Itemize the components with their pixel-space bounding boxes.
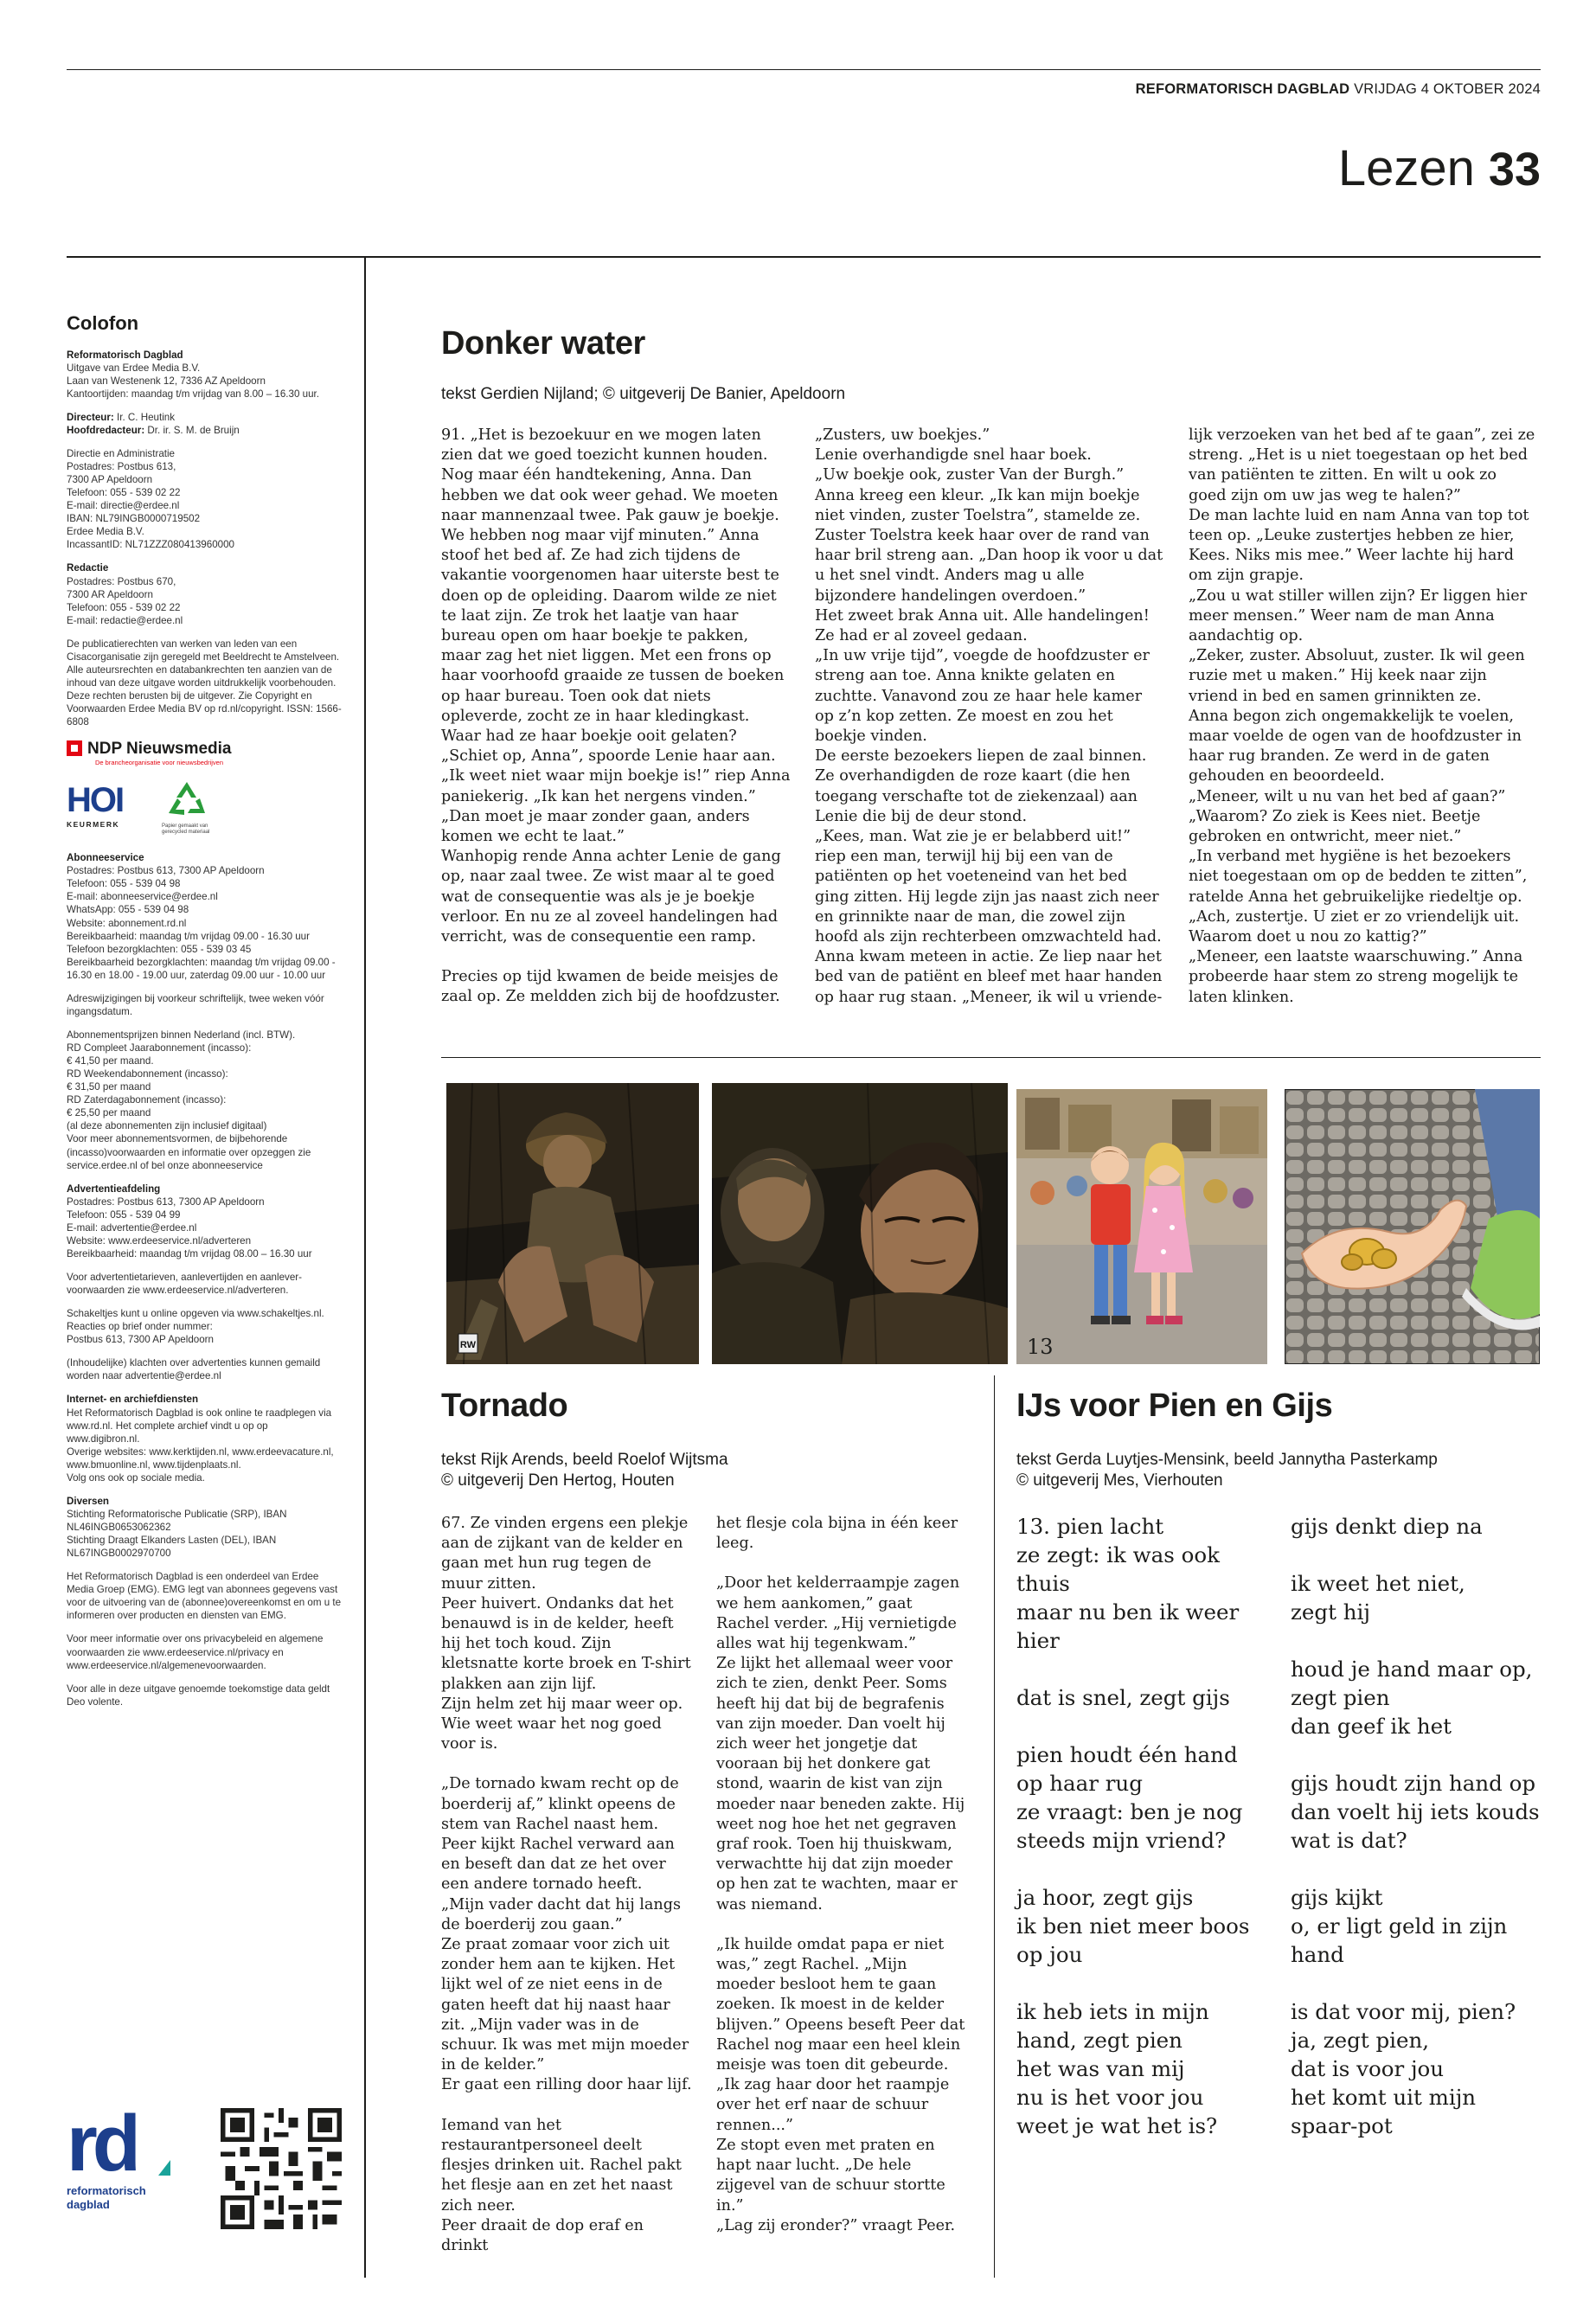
tornado-credit-line2: © uitgeverij Den Hertog, Houten: [441, 1471, 675, 1490]
poem-line: het was van mij: [1016, 2056, 1185, 2081]
ijs-panel-1: [1016, 1089, 1267, 1364]
poem-line: ik weet het niet,: [1291, 1571, 1465, 1596]
paragraph: Ze praat zomaar voor zich uit zonder hem aan te kijken. Het lijkt wel of ze niet eens in de gaten heeft dat hij naast haar zit. „Mijn vader was in de schuur. Ik was met mijn moeder in de kelder.”: [441, 1936, 689, 2074]
ndp-logo: [67, 739, 342, 768]
paragraph: „Uw boekje ook, zuster Van der Burgh.”: [815, 466, 1125, 484]
ijs-poem-column-1: [1016, 1512, 1276, 2169]
paragraph: Er gaat een rilling door haar lijf.: [441, 2076, 692, 2094]
abonnee-block: [67, 851, 342, 982]
keurmerk-label: KEURMERK: [67, 820, 120, 830]
poem-line: ik ben niet meer boos: [1016, 1913, 1250, 1939]
paragraph: Zijn helm zet hij maar weer op. Wie weet waar het nog goed voor is.: [441, 1695, 683, 1753]
paragraph: De man lachte luid en nam Anna van top tot teen op. „Leuke zustertjes hebben ze hier, Kees. Niks mis mee.” Weer lachte hij hard om zijn grapje.: [1189, 506, 1529, 585]
page-number: 33: [1488, 144, 1541, 195]
schakel-line: Schakeltjes kunt u online opgeven via www.schakeltjes.nl.: [67, 1308, 324, 1320]
poem-line: ze zegt: ik was ook: [1016, 1542, 1220, 1567]
internet-line: Overige websites: www.kerktijden.nl, www.erdeevacature.nl, www.bmuonline.nl, www.tijdenplaats.nl.: [67, 1445, 334, 1471]
ijs-credit-line2: © uitgeverij Mes, Vierhouten: [1016, 1471, 1223, 1490]
tornado-column-2: [716, 1514, 967, 2236]
klachten-text: (Inhoudelijke) klachten over advertenties kunnen gemaild worden naar advertentie@erdee.nl: [67, 1357, 321, 1382]
poem-line: hand: [1291, 1942, 1344, 1967]
stanza: [1016, 1883, 1276, 1969]
donker-water-column-2: [815, 426, 1165, 1008]
poem-line: pien houdt één hand: [1016, 1742, 1238, 1767]
paragraph: „Schiet op, Anna”, spoorde Lenie haar aan. „Ik weet niet waar mijn boekje is!” riep Anna paniekerig. „Ik kan het nergens vinden.”: [441, 747, 791, 805]
poem-line: zegt pien: [1291, 1685, 1390, 1710]
poem-line: op jou: [1016, 1942, 1083, 1967]
publisher-name: Reformatorisch Dagblad: [67, 349, 183, 361]
paragraph: Peer draait de dop eraf en drinkt: [441, 2216, 644, 2254]
hoi-keurmerk-logo: [67, 780, 146, 837]
admin-line: IncassantID: NL71ZZZ080413960000: [67, 539, 234, 551]
tarieven-text: Voor advertentietarieven, aanlevertijden en aanlever-voorwaarden zie www.erdeeservice.nl/adverteren.: [67, 1272, 302, 1297]
paragraph: „In verband met hygiëne is het bezoekers niet toegestaan om op de bedden te zitten”, ratelde Anna het gebruikelijke riedeltje op.: [1189, 848, 1528, 906]
internet-line: Volg ons ook op sociale media.: [67, 1471, 205, 1484]
admin-block: [67, 447, 342, 552]
rd-logo-line1: reformatorisch: [67, 2184, 146, 2197]
editor-label: Hoofdredacteur:: [67, 424, 145, 436]
prijzen-line: RD Weekendabonnement (incasso):: [67, 1068, 228, 1080]
colofon: [67, 311, 342, 1719]
redactie-line: Postadres: Postbus 670,: [67, 575, 176, 587]
advertentie-title: Advertentieafdeling: [67, 1183, 161, 1195]
prijzen-line: RD Zaterdagabonnement (incasso):: [67, 1094, 227, 1106]
poem-line: spaar-pot: [1291, 2113, 1393, 2138]
poem-line: 13. pien lacht: [1016, 1514, 1164, 1539]
paragraph-gap: [441, 1754, 692, 1774]
poem-line: nu is het voor jou: [1016, 2085, 1204, 2110]
paragraph: „Dan moet je maar zonder gaan, anders komen we echt te laat.”: [441, 807, 750, 846]
publisher-line: Kantoortijden: maandag t/m vrijdag van 8.00 – 16.30 uur.: [67, 388, 319, 400]
poem-line: op haar rug: [1016, 1771, 1143, 1796]
ndp-mark-icon: [67, 740, 82, 756]
poem-line: wat is dat?: [1291, 1828, 1407, 1853]
rd-logo-mark: rd: [67, 2099, 136, 2188]
recycle-icon: [162, 779, 212, 822]
prijzen-block: [67, 1029, 342, 1172]
abonnee-line: E-mail: abonneeservice@erdee.nl: [67, 891, 218, 903]
poem-line: hand, zegt pien: [1016, 2028, 1183, 2053]
emg-text: Het Reformatorisch Dagblad is een onderdeel van Erdee Media Groep (EMG). EMG legt van abonnees gegevens vast voor de uitvoering van de (abonnee)overeenkomst en om u te informeren over producten en diensten van EMG.: [67, 1571, 342, 1622]
paragraph: „Kees, man. Wat zie je er belabberd uit!” riep een man, terwijl hij bij een van de patiënten op het voeteneind van het bed ging zitten. Hij legde zijn jas naast zich neer en grinnikte naar de man, die zowel zijn hoofd als zijn rechterbeen omzwachteld had.: [815, 828, 1162, 946]
top-rule: [67, 69, 1541, 70]
paragraph: „Meneer, wilt u nu van het bed af gaan?”: [1189, 787, 1506, 805]
admin-line: Telefoon: 055 - 539 02 22: [67, 487, 181, 499]
rights-text: De publicatierechten van werken van leden van een Cisacorganisatie zijn geregeld met Beeldrecht te Amstelveen. Alle auteursrechten en databankrechten ten aanzien van de inhoud van deze uitgave worden uitdrukkelijk voorbehouden. Deze rechten berusten bij de uitgever. Zie Copyright en Voorwaarden Erdee Media BV op rd.nl/copyright. ISSN: 1566-6808: [67, 638, 342, 728]
privacy-text: Voor meer informatie over ons privacybeleid en algemene voorwaarden zie www.erdeeservice.nl/privacy en www.erdeeservice.nl/algemenevoorwaarden.: [67, 1633, 324, 1671]
management-block: [67, 411, 342, 437]
poem-line: is dat voor mij, pien?: [1291, 1999, 1516, 2024]
paragraph-gap: [716, 1554, 967, 1574]
diversen-block: [67, 1495, 342, 1560]
paragraph: „Door het kelderraampje zagen we hem aankomen,” gaat Rachel verder. „Hij vernietigde alles wat hij tegenkwam.”: [716, 1574, 960, 1653]
recycle-text: Papier gemaakt van gerecycled materiaal: [162, 824, 210, 836]
editor-name: Dr. ir. S. M. de Bruijn: [147, 424, 240, 436]
poem-line: dat is voor jou: [1291, 2056, 1445, 2081]
stanza: [1291, 1655, 1550, 1740]
poem-line: hier: [1016, 1628, 1060, 1653]
redactie-line: 7300 AR Apeldoorn: [67, 588, 153, 600]
director-label: Directeur:: [67, 411, 114, 423]
redactie-title: Redactie: [67, 562, 109, 574]
director-name: Ir. C. Heutink: [117, 411, 176, 423]
paragraph: „Ach, zustertje. U ziet er zo vriendelijk uit. Waarom doet u nou zo kattig?”: [1189, 907, 1520, 946]
illustrator-signature: RW: [459, 1340, 477, 1350]
internet-line: Het Reformatorisch Dagblad is ook online te raadplegen via www.rd.nl. Het complete archief vindt u op op: [67, 1407, 332, 1432]
poem-line: ik heb iets in mijn: [1016, 1999, 1209, 2024]
paragraph: „Mijn vader dacht dat hij langs de boerderij zou gaan.”: [441, 1895, 681, 1933]
paragraph: Anna kwam meteen in actie. Ze liep naar het bed van de patiënt en bleef met haar handen op haar rug staan. „Meneer, ik wil u vriende-: [815, 948, 1163, 1006]
colofon-title: Colofon: [67, 312, 139, 334]
advertentie-line: Telefoon: 055 - 539 04 99: [67, 1208, 181, 1221]
paragraph: Peer huivert. Ondanks dat het benauwd is in de kelder, heeft hij het toch koud. Zijn kletsnatte korte broek en T-shirt plakken aan zijn lijf.: [441, 1594, 691, 1693]
rd-logo: [67, 2099, 179, 2219]
deo-text: Voor alle in deze uitgave genoemde toekomstige data geldt Deo volente.: [67, 1682, 330, 1708]
abonnee-line: Postadres: Postbus 613, 7300 AP Apeldoorn: [67, 865, 265, 877]
stanza: [1016, 1740, 1276, 1855]
paragraph: Iemand van het restaurantpersoneel deelt flesjes drinken uit. Rachel pakt het flesje aan en zet het naast zich neer.: [441, 2116, 682, 2214]
ijs-title: IJs voor Pien en Gijs: [1016, 1388, 1333, 1424]
diversen-line: Stichting Draagt Elkanders Lasten (DEL), IBAN NL67INGB0002970700: [67, 1535, 277, 1560]
redactie-block: [67, 561, 342, 626]
admin-line: IBAN: NL79INGB0000719502: [67, 513, 201, 525]
paper-name: REFORMATORISCH DAGBLAD: [1135, 81, 1350, 97]
poem-line: ja hoor, zegt gijs: [1016, 1885, 1194, 1910]
stanza: [1291, 1883, 1550, 1969]
prijzen-line: € 41,50 per maand.: [67, 1055, 154, 1067]
paragraph: „Waarom? Zo ziek is Kees niet. Beetje gebroken en ontwricht, meer niet.”: [1189, 807, 1481, 846]
schakel-line: Postbus 613, 7300 AP Apeldoorn: [67, 1334, 214, 1346]
certification-logos: [67, 779, 342, 841]
abonnee-line: Telefoon: 055 - 539 04 98: [67, 878, 181, 890]
internet-line: www.digibron.nl.: [67, 1433, 140, 1445]
stanza: [1291, 1512, 1550, 1541]
column-divider: [364, 258, 366, 2278]
prijzen-line: Abonnementsprijzen binnen Nederland (incl. BTW).: [67, 1029, 296, 1041]
stanza: [1016, 1512, 1276, 1655]
admin-line: 7300 AP Apeldoorn: [67, 474, 153, 486]
admin-line: Postadres: Postbus 613,: [67, 461, 176, 473]
poem-line: o, er ligt geld in zijn: [1291, 1913, 1508, 1939]
admin-line: E-mail: directie@erdee.nl: [67, 500, 180, 512]
advertentie-line: Postadres: Postbus 613, 7300 AP Apeldoorn: [67, 1195, 265, 1208]
prijzen-line: RD Compleet Jaarabonnement (incasso):: [67, 1042, 252, 1054]
masthead-date: [1136, 81, 1541, 98]
poem-line: dan geef ik het: [1291, 1714, 1452, 1739]
ijs-poem-column-2: [1291, 1512, 1550, 2169]
abonnee-line: WhatsApp: 055 - 539 04 98: [67, 904, 189, 916]
tornado-title: Tornado: [441, 1388, 568, 1424]
paragraph-gap: [441, 2096, 692, 2116]
tornado-panel-1: [446, 1083, 699, 1364]
paragraph-gap: [716, 1915, 967, 1935]
admin-line: Directie en Administratie: [67, 447, 176, 459]
ijs-panel-2: [1285, 1089, 1540, 1364]
paragraph: „De tornado kwam recht op de boerderij af,” klinkt opeens de stem van Rachel naast hem.: [441, 1775, 679, 1833]
poem-line: thuis: [1016, 1571, 1070, 1596]
poem-line: maar nu ben ik weer: [1016, 1599, 1240, 1625]
advertentie-line: Bereikbaarheid: maandag t/m vrijdag 08.00 – 16.30 uur: [67, 1247, 312, 1259]
paragraph: Lenie overhandigde snel haar boek.: [815, 446, 1092, 465]
rd-logo-line2: dagblad: [67, 2198, 110, 2211]
paragraph: Precies op tijd kwamen de beide meisjes de zaal op. Ze meldden zich bij de hoofdzuster.: [441, 968, 780, 1006]
paragraph: „Ik huilde omdat papa er niet was,” zegt Rachel. „Mijn moeder besloot hem te gaan zoeken. Ik moest in de kelder blijven.” Opeens beseft Peer dat Rachel nog maar een heel klein meisje was toen dit gebeurde.: [716, 1935, 965, 2074]
paragraph: „In uw vrije tijd”, voegde de hoofdzuster er streng aan toe. Anna knikte gelaten en zuchtte. Vanavond zou ze haar hele kamer op z’n kop zetten. Ze moest en zou het boekje vinden.: [815, 647, 1150, 746]
publisher-line: Laan van Westenenk 12, 7336 AZ Apeldoorn: [67, 375, 266, 387]
ijs-credit-line1: tekst Gerda Luytjes-Mensink, beeld Jannytha Pasterkamp: [1016, 1451, 1438, 1469]
stanza: [1291, 1997, 1550, 2140]
paragraph-gap: [441, 947, 792, 967]
poem-line: gijs kijkt: [1291, 1885, 1383, 1910]
donker-water-credit: tekst Gerdien Nijland; © uitgeverij De Banier, Apeldoorn: [441, 385, 846, 403]
paragraph: Anna begon zich ongemakkelijk te voelen, maar voelde de ogen van de hoofdzuster in haar rug branden. Ze werd in de gaten gehouden en beoordeeld.: [1189, 707, 1522, 785]
schakel-block: [67, 1307, 342, 1346]
paragraph: Peer kijkt Rachel verward aan en beseft dan dat ze het over een andere tornado heeft.: [441, 1836, 675, 1894]
paragraph: Ze stopt even met praten en hapt naar lucht. „De hele zijgevel van de schuur stortte in.”: [716, 2136, 945, 2214]
paragraph: „Zou u wat stiller willen zijn? Er liggen hier meer mensen.” Weer nam de man Anna aandachtig op.: [1189, 586, 1528, 645]
poem-line: gijs houdt zijn hand op: [1291, 1771, 1536, 1796]
abonnee-line: Telefoon bezorgklachten: 055 - 539 03 45: [67, 943, 252, 955]
publisher-line: Uitgave van Erdee Media B.V.: [67, 362, 201, 374]
internet-title: Internet- en archiefdiensten: [67, 1394, 199, 1406]
tornado-credit: [441, 1450, 728, 1491]
paragraph: het flesje cola bijna in één keer leeg.: [716, 1515, 958, 1553]
internet-block: [67, 1393, 342, 1484]
paragraph: Anna kreeg een kleur. „Ik kan mijn boekje niet vinden, zuster Toelstra”, stamelde ze. Zuster Toelstra keek haar over de rand van haar bril streng aan. „Dan hoop ik voor u dat u het snel vindt. Anders mag u alle bijzondere handelingen overdoen.”: [815, 486, 1163, 605]
advertentie-block: [67, 1183, 342, 1260]
advertentie-line: E-mail: advertentie@erdee.nl: [67, 1221, 197, 1234]
paragraph: „Meneer, een laatste waarschuwing.” Anna probeerde haar stem zo streng mogelijk te laten klinken.: [1189, 948, 1523, 1006]
admin-line: Erdee Media B.V.: [67, 526, 144, 538]
donker-water-column-3: [1189, 426, 1539, 1008]
diversen-title: Diversen: [67, 1495, 109, 1507]
advertentie-line: Website: www.erdeeservice.nl/adverteren: [67, 1234, 252, 1247]
qr-code[interactable]: [221, 2108, 342, 2229]
story-divider: [994, 1375, 995, 2278]
issue-date: VRIJDAG 4 OKTOBER 2024: [1354, 81, 1541, 97]
tornado-column-1: [441, 1514, 692, 2256]
adres-text: Adreswijzigingen bij voorkeur schriftelijk, twee weken vóór ingangsdatum.: [67, 992, 324, 1017]
poem-line: ja, zegt pien,: [1291, 2028, 1430, 2053]
poem-line: dan voelt hij iets kouds: [1291, 1799, 1540, 1824]
prijzen-line: € 25,50 per maand: [67, 1107, 151, 1119]
section-heading: [1337, 140, 1541, 196]
paragraph: „Zeker, zuster. Absoluut, zuster. Ik wil geen ruzie met u maken.” Hij keek naar zijn vriend in bed en samen grinnikten ze.: [1189, 647, 1525, 705]
paragraph: lijk verzoeken van het bed af te gaan”, zei ze streng. „Het is u niet toegestaan op het bed van patiënten te zitten. En wilt u ook zo goed zijn om uw jas weg te halen?”: [1189, 426, 1535, 504]
poem-line: gijs denkt diep na: [1291, 1514, 1483, 1539]
poem-line: ze vraagt: ben je nog: [1016, 1799, 1243, 1824]
tornado-credit-line1: tekst Rijk Arends, beeld Roelof Wijtsma: [441, 1451, 728, 1469]
prijzen-line: Voor meer abonnementsvormen, de bijbehorende (incasso)voorwaarden en informatie over opzeggen zie service.erdee.nl of bel onze abonneeservice: [67, 1133, 311, 1171]
hoi-mark: HOI: [67, 781, 124, 820]
header-rule: [67, 256, 1541, 258]
poem-line: steeds mijn vriend?: [1016, 1828, 1227, 1853]
poem-line: het komt uit mijn: [1291, 2085, 1477, 2110]
paragraph: Wanhopig rende Anna achter Lenie de gang op, naar zaal twee. Ze wist maar al te goed wat de consequentie was als je je boekje verloor. En nu ze al zoveel handelingen had verricht, was de consequentie een ramp.: [441, 848, 781, 946]
stanza: [1016, 1997, 1276, 2140]
ijs-credit: [1016, 1450, 1438, 1491]
publisher-block: [67, 349, 342, 401]
poem-line: dat is snel, zegt gijs: [1016, 1685, 1230, 1710]
section-name: Lezen: [1337, 140, 1475, 196]
prijzen-line: € 31,50 per maand: [67, 1081, 151, 1093]
paragraph: 91. „Het is bezoekuur en we mogen laten zien dat we goed toezicht kunnen houden. Nog maar één handtekening, Anna. Dan hebben we dat ook weer gehad. We moeten naar mannenzaal twee. Pak gauw je boekje. We hebben nog maar vijf minuten.” Anna stoof het bed af. Ze had zich tijdens de vakantie voorgenomen haar uiterste best te doen op de opleiding. Daarom wilde ze niet te laat zijn. Ze trok het laatje van haar bureau open om haar boekje te pakken, maar zag het niet liggen. Met een frons op haar voorhoofd graaide ze tussen de boeken op haar bureau. Toen ook dat niets opleverde, zocht ze in haar kledingkast. Waar had ze haar boekje ooit gelaten?: [441, 426, 785, 746]
paragraph: „Lag zij eronder?” vraagt Peer.: [716, 2216, 956, 2234]
poem-line: zegt hij: [1291, 1599, 1370, 1625]
diversen-line: Stichting Reformatorische Publicatie (SRP), IBAN NL46INGB0653062362: [67, 1508, 287, 1534]
stanza: [1291, 1769, 1550, 1855]
redactie-line: E-mail: redactie@erdee.nl: [67, 614, 183, 626]
poem-line: houd je hand maar op,: [1291, 1657, 1533, 1682]
donker-water-title: Donker water: [441, 325, 645, 362]
paragraph: Ze lijkt het allemaal weer voor zich te zien, denkt Peer. Soms heeft hij dat bij de begrafenis van zijn moeder. Dan voelt hij zich weer het jongetje dat vooraan bij het donkere gat stond, waarin de kist van zijn moeder naar beneden zakte. Hij weet nog hoe het net gegraven graf rook. Toen hij thuiskwam, verwachtte hij dat zijn moeder op hen zat te wachten, maar er was niemand.: [716, 1655, 965, 1913]
stanza: [1016, 1683, 1276, 1712]
donker-water-column-1: [441, 426, 792, 1008]
abonnee-line: Website: abonnement.rd.nl: [67, 917, 187, 929]
rd-logo-accent: [158, 2160, 170, 2176]
stanza: [1291, 1569, 1550, 1626]
abonnee-line: Bereikbaarheid bezorgklachten: maandag t/m vrijdag 09.00 - 16.30 en 18.00 - 19.00 uur, zaterdag 09.00 uur - 10.00 uur: [67, 956, 336, 981]
paragraph: „Zusters, uw boekjes.”: [815, 426, 990, 444]
ndp-sub: De brancheorganisatie voor nieuwsbedrijven: [95, 759, 224, 767]
schakel-line: Reacties op brief onder nummer:: [67, 1321, 213, 1333]
redactie-line: Telefoon: 055 - 539 02 22: [67, 601, 181, 613]
ndp-name: NDP Nieuwsmedia: [87, 740, 232, 759]
tornado-panel-2: [712, 1083, 1008, 1364]
section-rule: [441, 1057, 1541, 1058]
panel-number: 13: [1027, 1335, 1054, 1359]
prijzen-line: (al deze abonnementen zijn inclusief digitaal): [67, 1120, 267, 1132]
paragraph: De eerste bezoekers liepen de zaal binnen. Ze overhandigden de roze kaart (die hen toegang verschafte tot de ziekenzaal) aan Lenie die bij de deur stond.: [815, 747, 1147, 825]
paragraph: 67. Ze vinden ergens een plekje aan de zijkant van de kelder en gaan met hun rug tegen de muur zitten.: [441, 1515, 689, 1593]
abonnee-title: Abonneeservice: [67, 852, 144, 864]
abonnee-line: Bereikbaarheid: maandag t/m vrijdag 09.00 - 16.30 uur: [67, 930, 310, 942]
paragraph: „Ik zag haar door het raampje over het erf naar de schuur rennen...”: [716, 2076, 950, 2134]
paragraph: Het zweet brak Anna uit. Alle handelingen! Ze had er al zoveel gedaan.: [815, 606, 1150, 645]
poem-line: weet je wat het is?: [1016, 2113, 1218, 2138]
